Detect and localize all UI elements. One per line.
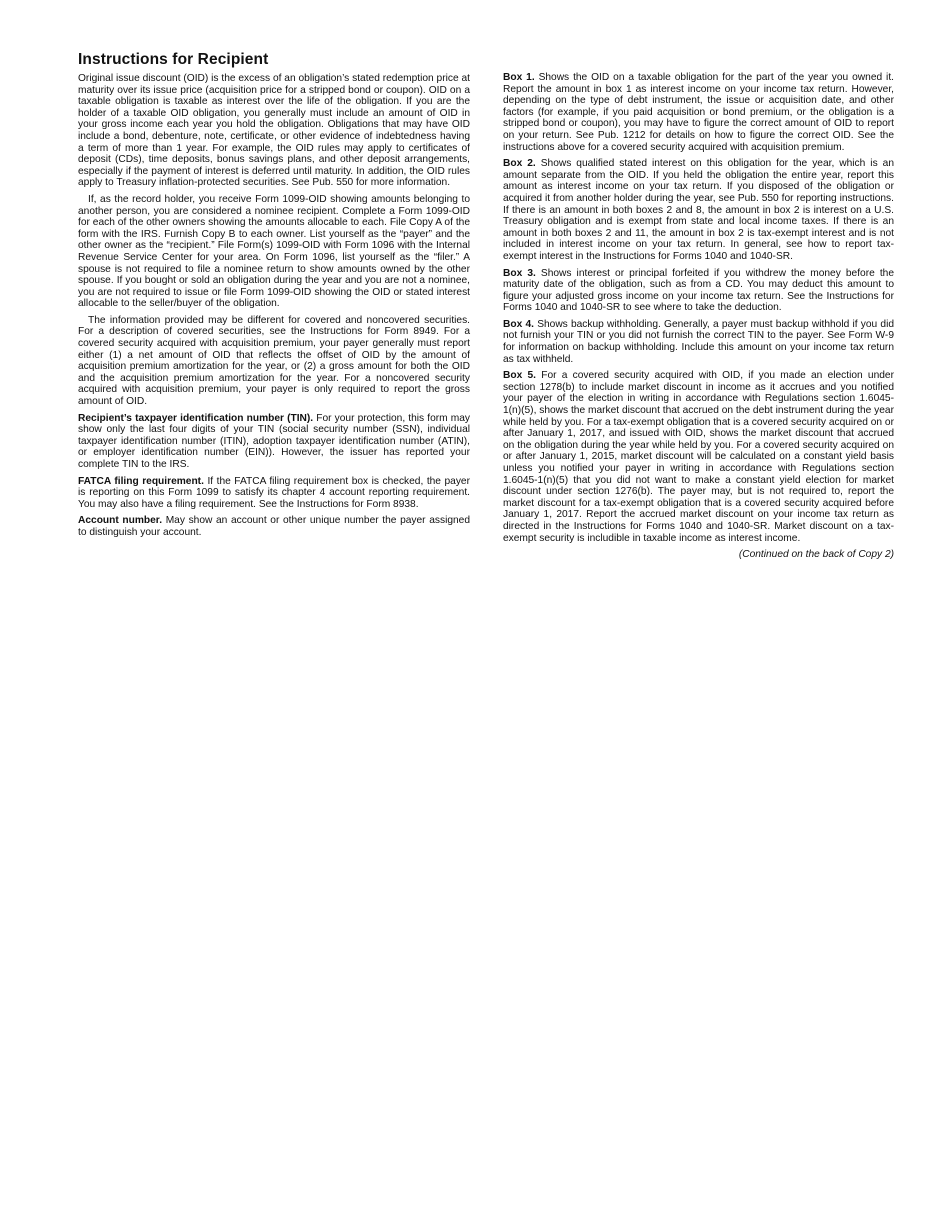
paragraph-heading: Box 3. bbox=[503, 267, 536, 279]
continued-note: (Continued on the back of Copy 2) bbox=[738, 549, 894, 561]
paragraph-text: Shows interest or principal forfeited if you withdrew the money before the maturity date of the obligation, such as from a CD. You may deduct this amount to figure your adjusted gross income on your income tax return. See the Instructions for Forms 1040 and 1040-SR to see where to take the deduction. bbox=[503, 267, 894, 314]
box-1-paragraph bbox=[503, 72, 894, 153]
paragraph-heading: Box 4. bbox=[503, 318, 534, 330]
box-3-paragraph bbox=[503, 268, 894, 314]
paragraph-text: The information provided may be different for covered and noncovered securities. For a description of covered securities, see the Instructions for Form 8949. For a covered security acquired with acquisition premium, your payer generally must report either (1) a net amount of OID that reflects the offset of OID by the amount of acquisition premium amortization for the year, or (2) a gross amount for both the OID and the acquisition premium amortization for the year. For a noncovered security acquired with acquisition premium, your payer is only required to report the gross amount of OID. bbox=[78, 314, 470, 408]
paragraph-text: Original issue discount (OID) is the excess of an obligation’s stated redemption price at maturity over its issue price (acquisition price for a stripped bond or coupon). OID on a taxable obligation is taxable as interest over the life of the obligation. If you are the holder of a taxable OID obligation, you generally must include an amount of OID in your gross income each year you hold the obligation. Obligations that may have OID include a bond, debenture, note, certificate, or other evidence of indebtedness having a term of more than 1 year. For example, the OID rules may apply to certificates of deposit (CDs), time deposits, bonus savings plans, and other deposit arrangements, especially if the payment of interest is deferred until maturity. In addition, the OID rules apply to Treasury inflation-protected securities. See Pub. 550 for more information. bbox=[78, 73, 470, 189]
paragraph-text: Shows backup withholding. Generally, a payer must backup withhold if you did not furnish your TIN or you did not furnish the correct TIN to the payer. See Form W-9 for information on backup withholding. Include this amount on your income tax return as tax withheld. bbox=[503, 318, 894, 365]
paragraph-text: May show an account or other unique number the payer assigned to distinguish your account. bbox=[78, 515, 470, 538]
tin-paragraph bbox=[78, 413, 470, 471]
paragraph-heading: FATCA filing requirement. bbox=[78, 475, 204, 487]
page-title: Instructions for Recipient bbox=[78, 51, 269, 68]
paragraph-text: Shows qualified stated interest on this obligation for the year, which is an amount separate from the OID. If you held the obligation the entire year, report this amount as interest income on your tax return. If you disposed of the obligation or acquired it from another holder during the year, see Pub. 550 for reporting instructions. If there is an amount in both boxes 2 and 8, the amount in box 2 is interest on a U.S. Treasury obligation and is exempt from state and local income taxes. If there is an amount in both boxes 2 and 11, the amount in box 2 is tax-exempt interest and is not included in interest income on your tax return. In general, see how to report tax-exempt interest in the Instructions for Forms 1040 and 1040-SR. bbox=[503, 158, 894, 262]
paragraph-text: For your protection, this form may show only the last four digits of your TIN (social security number (SSN), individual taxpayer identification number (ITIN), adoption taxpayer identification number (ATIN), or employer identification number (EIN)). However, the issuer has reported your complete TIN to the IRS. bbox=[78, 412, 470, 470]
paragraph-text: If the FATCA filing requirement box is checked, the payer is reporting on this Form 1099 to satisfy its chapter 4 account reporting requirement. You may also have a filing requirement. See the Instructions for Form 8938. bbox=[78, 475, 470, 510]
covered-securities-paragraph bbox=[78, 315, 470, 408]
oid-definition-paragraph bbox=[78, 73, 470, 189]
paragraph-heading: Recipient’s taxpayer identification number (TIN). bbox=[78, 412, 314, 424]
paragraph-heading: Account number. bbox=[78, 515, 163, 527]
box-5-paragraph bbox=[503, 370, 894, 544]
paragraph-text: For a covered security acquired with OID, if you made an election under section 1278(b) to include market discount in income as it accrues and you notified your payer of the election in writing in accordance with Regulations section 1.6045-1(n)(5), shows the market discount that accrued on the debt instrument during the year while held by you. For a tax-exempt obligation that is a covered security acquired on or after January 1, 2017, and issued with OID, shows the market discount that accrued on the obligation during the year while held by you. For a covered security acquired on or after January 1, 2015, market discount will be calculated on a constant yield basis unless you notified your payer in writing in accordance with Regulations section 1.6045-1(n)(5) that you did not want to make a constant yield election for market discount under section 1276(b). The payer may, but is not required to, report the market discount for a tax-exempt obligation that is a covered security acquired before January 1, 2017. Report the accrued market discount on your income tax return as directed in the Instructions for Forms 1040 and 1040-SR. Market discount on a tax-exempt security is includible in taxable income as interest income. bbox=[503, 370, 894, 544]
nominee-paragraph bbox=[78, 194, 470, 310]
box-4-paragraph bbox=[503, 319, 894, 365]
account-number-paragraph bbox=[78, 515, 470, 538]
paragraph-heading: Box 2. bbox=[503, 158, 536, 170]
paragraph-heading: Box 1. bbox=[503, 72, 535, 83]
fatca-paragraph bbox=[78, 476, 470, 511]
paragraph-heading: Box 5. bbox=[503, 370, 536, 382]
box-2-paragraph bbox=[503, 158, 894, 262]
paragraph-text: If, as the record holder, you receive Form 1099-OID showing amounts belonging to another person, you are considered a nominee recipient. Complete a Form 1099-OID for each of the other owners showing the amounts allocable to each. File Copy A of the form with the IRS. Furnish Copy B to each owner. List yourself as the “payer” and the other owner as the “recipient.” File Form(s) 1099-OID with Form 1096 with the Internal Revenue Service Center for your area. On Form 1096, list yourself as the “filer.” A spouse is not required to file a nominee return to show amounts owned by the other spouse. If you bought or sold an obligation during the year and you are not a nominee, you are not required to issue or file Form 1099-OID showing the OID or stated interest allocable to the seller/buyer of the obligation. bbox=[78, 193, 470, 310]
left-column bbox=[78, 73, 470, 544]
paragraph-text: Shows the OID on a taxable obligation for the part of the year you owned it. Report the amount in box 1 as interest income on your income tax return. However, depending on the type of debt instrument, the issue or acquisition date, and other factors (for example, if you paid acquisition or bond premium, or the obligation is a stripped bond or coupon), you may have to figure the correct amount of OID to report on your return. See Pub. 1212 for details on how to figure the correct OID. See the instructions above for a covered security acquired with acquisition premium. bbox=[503, 72, 894, 153]
right-column bbox=[503, 72, 894, 566]
